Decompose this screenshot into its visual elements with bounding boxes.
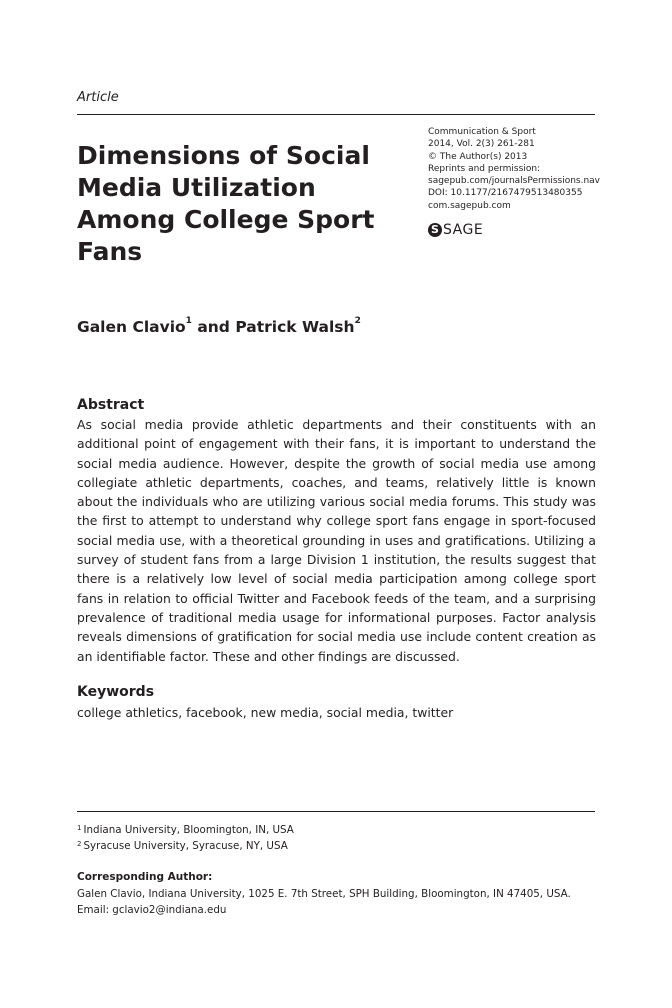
- corresponding-address: Galen Clavio, Indiana University, 1025 E. 7th Street, SPH Building, Bloomington, IN 47405, USA.: [77, 888, 571, 900]
- corresponding-email: Email: gclavio2@indiana.edu: [77, 904, 227, 916]
- corresponding-author-heading: Corresponding Author:: [77, 871, 213, 883]
- sage-wordmark: SAGE: [443, 222, 484, 238]
- sage-s-icon: S: [428, 223, 442, 237]
- affiliation-1: [77, 824, 294, 836]
- sage-logo: [428, 221, 483, 239]
- permissions-url: sagepub.com/journalsPermissions.nav: [428, 176, 600, 187]
- abstract-heading: Abstract: [77, 397, 145, 413]
- affiliation-marker: 1: [185, 316, 192, 326]
- header-rule: [77, 114, 595, 115]
- author-name: Patrick Walsh: [235, 318, 355, 336]
- affiliation-marker: 2: [354, 316, 361, 326]
- abstract-text: As social media provide athletic departments and their constituents with an additional point of engagement with their fans, it is important to understand the social media audience. However, despite the growth of social media use among collegiate athletic departments, coaches, and teams, relatively little is known about the individuals who are utilizing various social media forums. This study was the first to attempt to understand why college sport fans engage in sport-focused social media use, with a theoretical grounding in uses and gratifications. Utilizing a survey of student fans from a large Division 1 institution, the results suggest that there is a relatively low level of social media participation among college sport fans in relation to official Twitter and Facebook feeds of the team, and a surprising prevalence of traditional media usage for informational purposes. Factor analysis reveals dimensions of gratification for social media use include content creation as an identifiable factor. These and other findings are discussed.: [77, 417, 596, 664]
- copyright-line: © The Author(s) 2013: [428, 151, 528, 162]
- article-type-label: Article: [77, 90, 119, 105]
- keywords-heading: Keywords: [77, 684, 155, 700]
- author-name: Galen Clavio: [77, 318, 186, 336]
- affiliation-text: Indiana University, Bloomington, IN, USA: [83, 824, 294, 836]
- affiliation-number: 2: [77, 840, 82, 848]
- footnote-rule: [77, 811, 595, 812]
- journal-info: [428, 126, 608, 212]
- affiliation-number: 1: [77, 824, 82, 832]
- author-line: [77, 318, 361, 336]
- doi-line: DOI: 10.1177/2167479513480355: [428, 188, 583, 199]
- journal-volume: 2014, Vol. 2(3) 261-281: [428, 139, 535, 150]
- keywords-text: college athletics, facebook, new media, social media, twitter: [77, 705, 454, 720]
- journal-url: com.sagepub.com: [428, 200, 511, 211]
- journal-name: Communication & Sport: [428, 127, 536, 137]
- author-connector: and: [191, 318, 236, 336]
- article-title: Dimensions of Social Media Utilization Among College Sport Fans: [77, 141, 375, 266]
- affiliation-2: [77, 840, 288, 852]
- reprints-line: Reprints and permission:: [428, 163, 541, 174]
- affiliation-text: Syracuse University, Syracuse, NY, USA: [83, 840, 288, 852]
